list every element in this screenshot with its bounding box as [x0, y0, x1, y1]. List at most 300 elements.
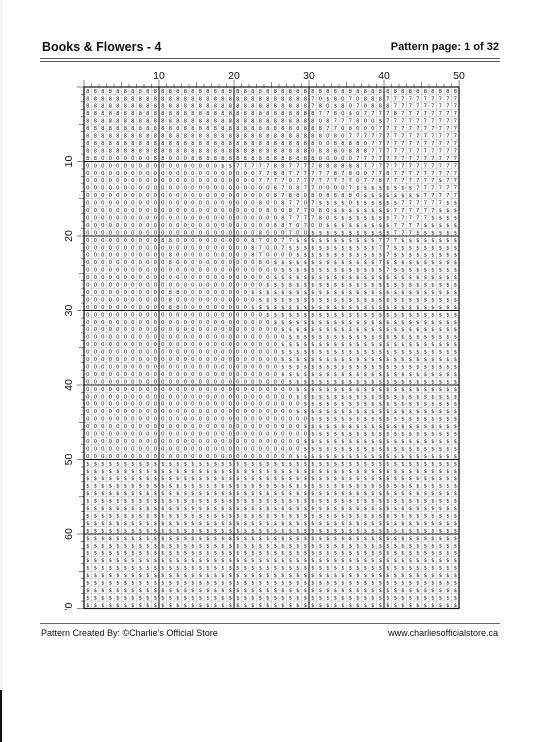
grid-symbol: $: [386, 580, 390, 587]
grid-symbol: 8: [93, 155, 97, 162]
grid-symbol: 7: [446, 148, 450, 155]
grid-symbol: $: [453, 416, 457, 423]
grid-symbol: 8: [108, 118, 112, 125]
grid-symbol: $: [108, 528, 112, 535]
grid-symbol: $: [378, 476, 382, 483]
grid-symbol: 8: [386, 103, 390, 110]
grid-symbol: $: [363, 297, 367, 304]
grid-symbol: 8: [266, 118, 270, 125]
grid-symbol: $: [266, 528, 270, 535]
grid-symbol: $: [378, 327, 382, 334]
grid-symbol: O: [86, 401, 90, 408]
grid-symbol: O: [123, 364, 127, 371]
grid-symbol: 8: [86, 140, 90, 147]
grid-symbol: $: [318, 230, 322, 237]
grid-symbol: $: [326, 245, 330, 252]
grid-symbol: O: [251, 215, 255, 222]
grid-symbol: $: [101, 498, 105, 505]
grid-symbol: $: [401, 334, 405, 341]
grid-symbol: $: [348, 319, 352, 326]
grid-symbol: $: [206, 587, 210, 594]
grid-symbol: 8: [213, 126, 217, 133]
grid-symbol: O: [288, 252, 292, 259]
grid-symbol: O: [123, 275, 127, 282]
grid-symbol: $: [341, 483, 345, 490]
grid-symbol: $: [333, 528, 337, 535]
grid-symbol: 8: [281, 215, 285, 222]
grid-symbol: 8: [356, 163, 360, 170]
grid-symbol: $: [273, 289, 277, 296]
grid-symbol: $: [206, 543, 210, 550]
grid-symbol: $: [378, 543, 382, 550]
grid-symbol: O: [116, 342, 120, 349]
grid-symbol: O: [138, 215, 142, 222]
grid-symbol: $: [393, 491, 397, 498]
grid-symbol: 8: [273, 111, 277, 118]
grid-symbol: $: [213, 595, 217, 602]
grid-symbol: O: [138, 409, 142, 416]
grid-symbol: 8: [311, 193, 315, 200]
grid-symbol: O: [93, 297, 97, 304]
grid-symbol: $: [401, 401, 405, 408]
grid-symbol: O: [243, 200, 247, 207]
grid-symbol: $: [416, 453, 420, 460]
grid-symbol: O: [243, 438, 247, 445]
grid-symbol: 7: [438, 148, 442, 155]
grid-symbol: $: [386, 602, 390, 609]
grid-symbol: $: [266, 520, 270, 527]
grid-symbol: 8: [281, 148, 285, 155]
grid-symbol: $: [168, 506, 172, 513]
grid-symbol: $: [438, 528, 442, 535]
grid-symbol: $: [333, 506, 337, 513]
grid-symbol: $: [86, 580, 90, 587]
grid-symbol: $: [273, 565, 277, 572]
grid-symbol: $: [393, 334, 397, 341]
grid-symbol: $: [386, 498, 390, 505]
grid-symbol: $: [191, 595, 195, 602]
grid-symbol: O: [116, 193, 120, 200]
grid-symbol: O: [243, 208, 247, 215]
grid-symbol: 8: [183, 118, 187, 125]
grid-symbol: $: [371, 438, 375, 445]
grid-symbol: $: [311, 260, 315, 267]
grid-symbol: O: [228, 200, 232, 207]
grid-symbol: O: [131, 289, 135, 296]
grid-symbol: $: [371, 595, 375, 602]
grid-symbol: $: [243, 580, 247, 587]
grid-symbol: O: [153, 357, 157, 364]
grid-symbol: $: [341, 245, 345, 252]
grid-symbol: $: [341, 587, 345, 594]
grid-symbol: $: [108, 461, 112, 468]
grid-symbol: $: [401, 483, 405, 490]
grid-symbol: $: [386, 304, 390, 311]
grid-symbol: O: [146, 364, 150, 371]
grid-symbol: $: [341, 267, 345, 274]
grid-symbol: O: [311, 222, 315, 229]
grid-symbol: $: [416, 193, 420, 200]
grid-symbol: 7: [378, 148, 382, 155]
grid-symbol: $: [446, 379, 450, 386]
grid-symbol: $: [318, 565, 322, 572]
grid-symbol: O: [303, 416, 307, 423]
grid-symbol: $: [453, 319, 457, 326]
grid-symbol: O: [236, 304, 240, 311]
grid-symbol: O: [101, 446, 105, 453]
grid-symbol: O: [123, 334, 127, 341]
grid-symbol: 7: [423, 133, 427, 140]
grid-symbol: 8: [326, 148, 330, 155]
grid-symbol: O: [108, 208, 112, 215]
grid-symbol: O: [168, 334, 172, 341]
grid-symbol: O: [161, 327, 165, 334]
grid-symbol: $: [191, 580, 195, 587]
grid-symbol: $: [438, 424, 442, 431]
grid-symbol: 7: [318, 111, 322, 118]
grid-symbol: 7: [408, 133, 412, 140]
grid-symbol: 8: [198, 126, 202, 133]
grid-symbol: $: [303, 453, 307, 460]
grid-symbol: O: [138, 170, 142, 177]
grid-symbol: $: [393, 543, 397, 550]
grid-symbol: $: [311, 573, 315, 580]
grid-symbol: 8: [86, 103, 90, 110]
grid-symbol: 7: [423, 155, 427, 162]
grid-symbol: $: [386, 282, 390, 289]
grid-symbol: O: [183, 304, 187, 311]
grid-symbol: $: [416, 558, 420, 565]
grid-symbol: O: [251, 193, 255, 200]
grid-symbol: $: [101, 550, 105, 557]
grid-symbol: 8: [213, 155, 217, 162]
grid-symbol: O: [258, 371, 262, 378]
grid-symbol: O: [108, 193, 112, 200]
grid-symbol: $: [348, 245, 352, 252]
grid-symbol: O: [108, 222, 112, 229]
grid-symbol: $: [183, 483, 187, 490]
grid-symbol: $: [438, 595, 442, 602]
grid-symbol: $: [446, 438, 450, 445]
grid-symbol: 8: [131, 126, 135, 133]
grid-symbol: $: [393, 297, 397, 304]
grid-symbol: O: [176, 334, 180, 341]
grid-symbol: $: [438, 342, 442, 349]
grid-symbol: $: [296, 513, 300, 520]
grid-symbol: 7: [453, 170, 457, 177]
grid-symbol: $: [356, 319, 360, 326]
grid-symbol: $: [123, 573, 127, 580]
grid-symbol: $: [161, 580, 165, 587]
grid-symbol: $: [108, 535, 112, 542]
grid-symbol: O: [161, 245, 165, 252]
grid-symbol: 8: [161, 126, 165, 133]
grid-symbol: $: [123, 595, 127, 602]
grid-symbol: $: [221, 573, 225, 580]
grid-symbol: O: [153, 312, 157, 319]
grid-symbol: $: [446, 327, 450, 334]
grid-symbol: O: [371, 126, 375, 133]
grid-symbol: $: [273, 461, 277, 468]
grid-symbol: $: [101, 602, 105, 609]
grid-symbol: $: [296, 289, 300, 296]
grid-symbol: O: [168, 409, 172, 416]
grid-symbol: 8: [296, 96, 300, 103]
grid-symbol: $: [348, 587, 352, 594]
grid-symbol: $: [258, 602, 262, 609]
grid-symbol: 8: [86, 155, 90, 162]
grid-symbol: O: [116, 260, 120, 267]
grid-symbol: $: [146, 587, 150, 594]
grid-symbol: $: [453, 357, 457, 364]
grid-symbol: $: [393, 520, 397, 527]
grid-symbol: $: [213, 506, 217, 513]
grid-symbol: $: [273, 595, 277, 602]
grid-symbol: $: [333, 304, 337, 311]
grid-symbol: $: [243, 491, 247, 498]
grid-symbol: $: [408, 424, 412, 431]
grid-symbol: O: [153, 245, 157, 252]
grid-symbol: $: [378, 461, 382, 468]
grid-symbol: $: [108, 491, 112, 498]
grid-symbol: $: [348, 409, 352, 416]
grid-symbol: $: [356, 513, 360, 520]
grid-symbol: 8: [251, 96, 255, 103]
grid-symbol: $: [333, 468, 337, 475]
grid-symbol: $: [303, 446, 307, 453]
grid-symbol: $: [318, 364, 322, 371]
grid-symbol: $: [386, 543, 390, 550]
grid-symbol: 8: [131, 96, 135, 103]
grid-symbol: 8: [318, 148, 322, 155]
grid-symbol: $: [348, 528, 352, 535]
grid-symbol: 7: [416, 185, 420, 192]
grid-symbol: O: [161, 267, 165, 274]
grid-symbol: O: [206, 327, 210, 334]
grid-symbol: $: [341, 580, 345, 587]
grid-symbol: 8: [288, 133, 292, 140]
grid-symbol: $: [341, 230, 345, 237]
grid-symbol: O: [341, 148, 345, 155]
grid-symbol: 8: [191, 133, 195, 140]
grid-symbol: 7: [348, 133, 352, 140]
grid-symbol: $: [333, 543, 337, 550]
grid-symbol: O: [251, 424, 255, 431]
grid-symbol: O: [341, 126, 345, 133]
grid-symbol: $: [123, 565, 127, 572]
grid-symbol: $: [198, 550, 202, 557]
grid-symbol: 7: [423, 103, 427, 110]
grid-symbol: $: [311, 371, 315, 378]
grid-symbol: $: [386, 416, 390, 423]
grid-symbol: 7: [431, 118, 435, 125]
grid-symbol: $: [86, 565, 90, 572]
grid-symbol: O: [198, 327, 202, 334]
grid-symbol: $: [378, 580, 382, 587]
grid-symbol: $: [393, 573, 397, 580]
grid-symbol: O: [86, 327, 90, 334]
grid-symbol: $: [108, 550, 112, 557]
grid-symbol: $: [401, 364, 405, 371]
grid-symbol: O: [206, 386, 210, 393]
grid-symbol: O: [266, 267, 270, 274]
grid-symbol: 8: [191, 155, 195, 162]
grid-symbol: 8: [243, 118, 247, 125]
grid-symbol: $: [333, 349, 337, 356]
grid-symbol: $: [251, 498, 255, 505]
grid-symbol: $: [431, 602, 435, 609]
grid-symbol: 7: [416, 178, 420, 185]
grid-symbol: 8: [386, 88, 390, 95]
grid-symbol: $: [393, 409, 397, 416]
grid-symbol: $: [206, 595, 210, 602]
grid-symbol: O: [138, 431, 142, 438]
grid-symbol: O: [228, 431, 232, 438]
grid-symbol: O: [86, 446, 90, 453]
grid-symbol: $: [378, 558, 382, 565]
grid-symbol: O: [86, 394, 90, 401]
grid-symbol: 8: [176, 103, 180, 110]
grid-symbol: 8: [318, 208, 322, 215]
grid-symbol: $: [213, 528, 217, 535]
website-link[interactable]: www.charliesofficialstore.ca: [388, 628, 498, 638]
grid-symbol: 7: [386, 148, 390, 155]
grid-symbol: O: [101, 200, 105, 207]
grid-symbol: $: [401, 602, 405, 609]
grid-symbol: O: [153, 394, 157, 401]
grid-symbol: 7: [386, 155, 390, 162]
grid-symbol: $: [296, 364, 300, 371]
grid-symbol: $: [333, 103, 337, 110]
grid-symbol: 7: [281, 237, 285, 244]
grid-symbol: $: [386, 491, 390, 498]
grid-symbol: $: [281, 520, 285, 527]
grid-symbol: O: [221, 237, 225, 244]
grid-symbol: $: [168, 558, 172, 565]
grid-symbol: 8: [228, 126, 232, 133]
grid-symbol: $: [303, 595, 307, 602]
grid-symbol: $: [371, 520, 375, 527]
grid-symbol: $: [416, 282, 420, 289]
grid-symbol: $: [341, 468, 345, 475]
grid-symbol: $: [363, 312, 367, 319]
grid-symbol: O: [236, 237, 240, 244]
grid-symbol: $: [363, 506, 367, 513]
grid-symbol: $: [183, 528, 187, 535]
grid-symbol: $: [371, 267, 375, 274]
grid-symbol: O: [191, 252, 195, 259]
grid-symbol: $: [311, 349, 315, 356]
grid-symbol: $: [423, 245, 427, 252]
grid-symbol: O: [221, 289, 225, 296]
grid-symbol: $: [378, 297, 382, 304]
grid-symbol: $: [378, 342, 382, 349]
grid-symbol: $: [191, 506, 195, 513]
grid-symbol: $: [371, 573, 375, 580]
grid-symbol: $: [386, 409, 390, 416]
grid-symbol: 7: [416, 133, 420, 140]
grid-symbol: O: [93, 446, 97, 453]
grid-symbol: 8: [341, 88, 345, 95]
grid-symbol: $: [408, 580, 412, 587]
grid-symbol: 8: [266, 111, 270, 118]
grid-symbol: O: [363, 118, 367, 125]
grid-symbol: 8: [258, 111, 262, 118]
grid-symbol: $: [318, 476, 322, 483]
grid-symbol: $: [296, 312, 300, 319]
page-title: Books & Flowers - 4: [42, 40, 162, 54]
grid-symbol: 8: [326, 118, 330, 125]
grid-symbol: $: [453, 446, 457, 453]
grid-symbol: $: [243, 528, 247, 535]
grid-symbol: 8: [161, 96, 165, 103]
grid-symbol: $: [393, 476, 397, 483]
grid-symbol: $: [281, 349, 285, 356]
grid-symbol: $: [378, 453, 382, 460]
grid-symbol: $: [303, 386, 307, 393]
grid-symbol: $: [423, 237, 427, 244]
grid-symbol: $: [333, 215, 337, 222]
grid-symbol: O: [266, 431, 270, 438]
grid-symbol: 8: [131, 118, 135, 125]
grid-symbol: $: [341, 252, 345, 259]
grid-symbol: O: [138, 252, 142, 259]
grid-symbol: 8: [183, 140, 187, 147]
grid-symbol: O: [123, 260, 127, 267]
grid-symbol: $: [386, 342, 390, 349]
grid-symbol: 8: [303, 155, 307, 162]
grid-symbol: $: [393, 357, 397, 364]
grid-symbol: $: [378, 573, 382, 580]
grid-symbol: $: [198, 535, 202, 542]
grid-symbol: O: [138, 267, 142, 274]
grid-symbol: $: [348, 573, 352, 580]
grid-symbol: O: [318, 96, 322, 103]
grid-symbol: $: [423, 543, 427, 550]
grid-symbol: $: [176, 535, 180, 542]
grid-symbol: 7: [393, 118, 397, 125]
grid-symbol: 7: [423, 118, 427, 125]
grid-symbol: O: [198, 237, 202, 244]
grid-symbol: $: [213, 587, 217, 594]
grid-symbol: $: [446, 468, 450, 475]
grid-symbol: 8: [176, 148, 180, 155]
grid-symbol: $: [356, 491, 360, 498]
grid-symbol: O: [266, 245, 270, 252]
grid-symbol: O: [108, 379, 112, 386]
grid-symbol: $: [273, 520, 277, 527]
grid-symbol: O: [168, 431, 172, 438]
grid-symbol: $: [341, 595, 345, 602]
grid-symbol: $: [206, 535, 210, 542]
grid-symbol: $: [408, 491, 412, 498]
grid-symbol: $: [251, 528, 255, 535]
grid-symbol: $: [116, 535, 120, 542]
grid-symbol: $: [378, 550, 382, 557]
grid-symbol: $: [221, 468, 225, 475]
grid-symbol: 8: [123, 126, 127, 133]
grid-symbol: $: [378, 587, 382, 594]
grid-symbol: $: [356, 357, 360, 364]
grid-symbol: $: [453, 587, 457, 594]
grid-symbol: $: [303, 275, 307, 282]
grid-symbol: $: [206, 528, 210, 535]
grid-symbol: $: [243, 468, 247, 475]
grid-symbol: $: [341, 573, 345, 580]
grid-symbol: $: [131, 461, 135, 468]
grid-symbol: $: [378, 424, 382, 431]
grid-symbol: O: [266, 215, 270, 222]
